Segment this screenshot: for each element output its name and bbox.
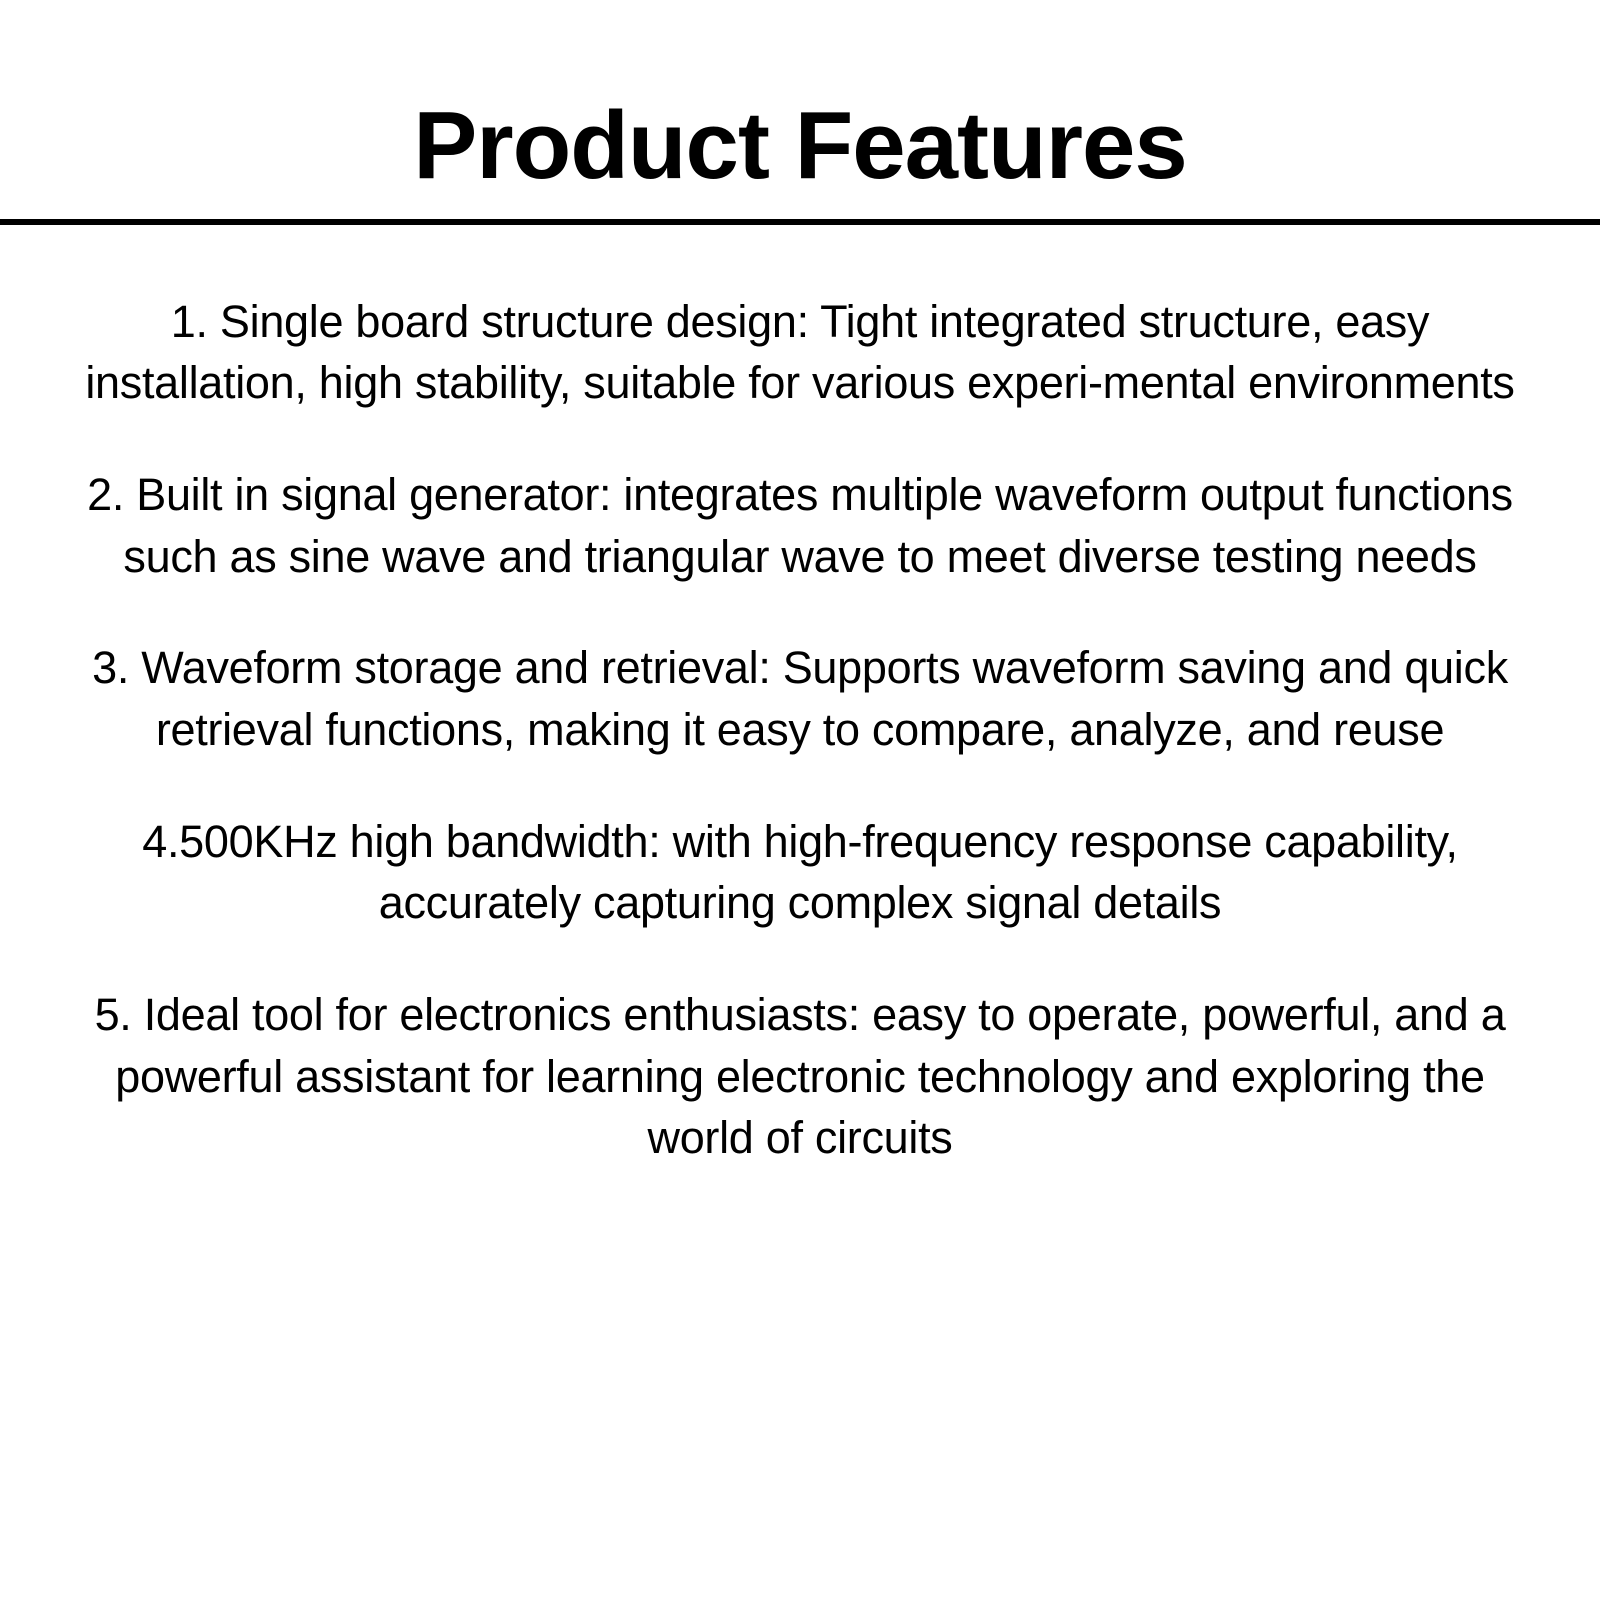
- title-divider: [0, 219, 1600, 225]
- feature-item: 2. Built in signal generator: integrates multiple waveform output functions such as sine wave and triangular wave to meet diverse testing needs: [87, 469, 1513, 582]
- features-list: [0, 245, 1600, 1169]
- feature-item: 3. Waveform storage and retrieval: Supports waveform saving and quick retrieval functions, making it easy to compare, analyze, and reuse: [92, 642, 1508, 755]
- feature-item: 1. Single board structure design: Tight integrated structure, easy installation, high stability, suitable for various experi-mental environments: [85, 295, 1515, 409]
- page-title: Product Features: [413, 92, 1187, 199]
- feature-item: 5. Ideal tool for electronics enthusiasts: easy to operate, powerful, and a powerful assistant for learning electronic technology and exploring the world of circuits: [94, 988, 1506, 1164]
- title-area: [0, 0, 1600, 245]
- feature-item: 4.500KHz high bandwidth: with high-frequency response capability, accurately capturing complex signal details: [142, 815, 1458, 929]
